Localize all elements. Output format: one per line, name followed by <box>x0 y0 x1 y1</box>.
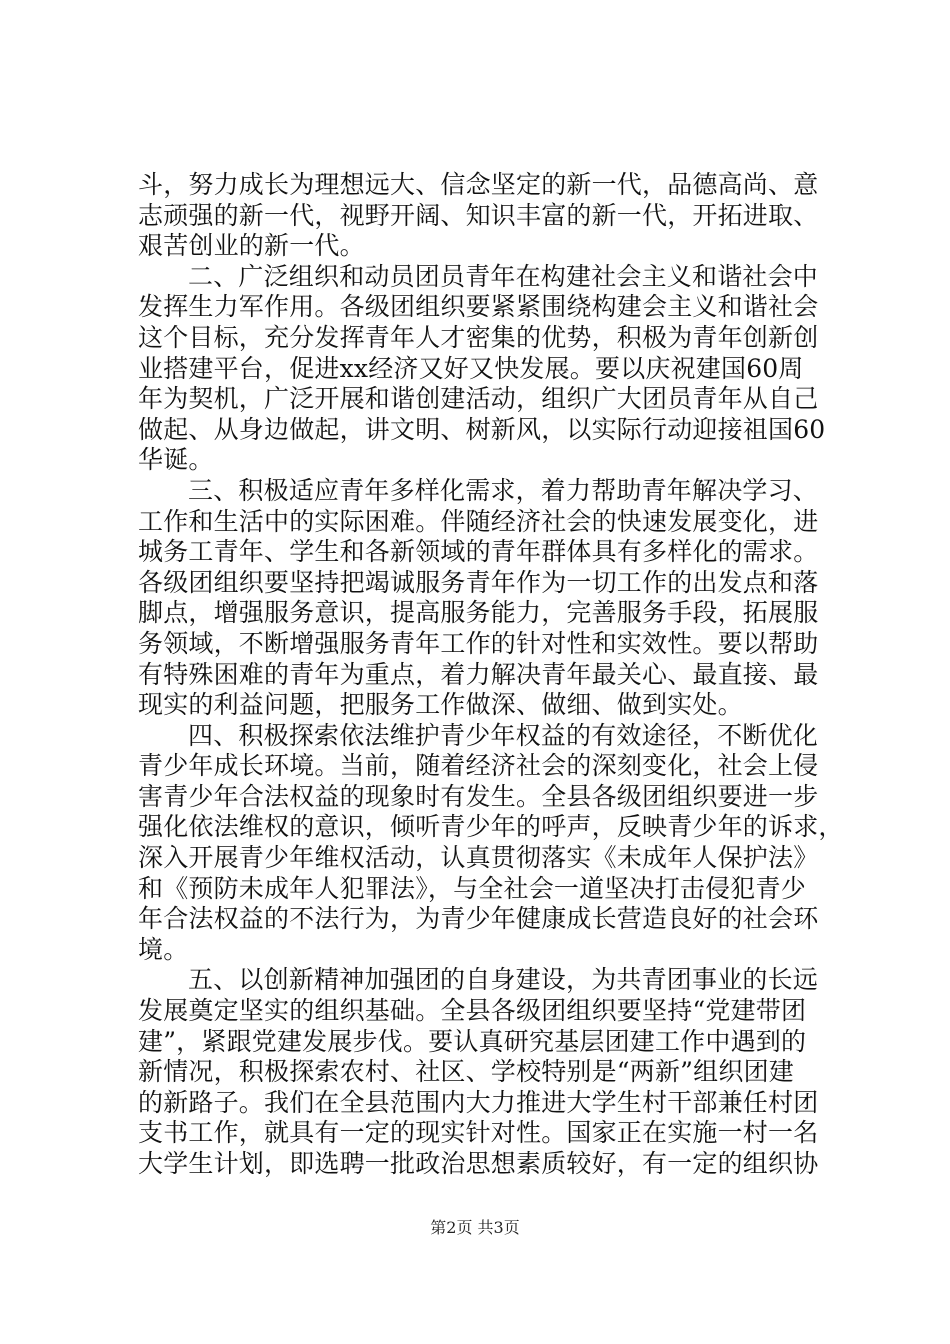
page-number-label: 第2页 共3页 <box>430 1218 520 1237</box>
text-line: 这个目标，充分发挥青年人才密集的优势，积极为青年创新创 <box>138 322 819 352</box>
text-line: 青少年成长环境。当前，随着经济社会的深刻变化，社会上侵 <box>138 751 819 781</box>
text-line: 斗，努力成长为理想远大、信念坚定的新一代，品德高尚、意 <box>138 170 819 199</box>
paragraph-first-line: 二、广泛组织和动员团员青年在构建社会主义和谐社会中 <box>188 261 819 291</box>
paragraph-first-line: 三、积极适应青年多样化需求，着力帮助青年解决学习、 <box>188 475 819 505</box>
text-line: 有特殊困难的青年为重点，着力解决青年最关心、最直接、最 <box>138 659 819 689</box>
text-line: 强化依法维权的意识，倾听青少年的呼声，反映青少年的诉求， <box>138 812 844 842</box>
text-line: 的新路子。我们在全县范围内大力推进大学生村干部兼任村团 <box>138 1087 819 1117</box>
text-line: 城务工青年、学生和各新领域的青年群体具有多样化的需求。 <box>138 537 819 567</box>
text-line: 志顽强的新一代，视野开阔、知识丰富的新一代，开拓进取、 <box>138 200 819 230</box>
text-line: 大学生计划，即选聘一批政治思想素质较好，有一定的组织协 <box>138 1149 819 1178</box>
text-line: 深入开展青少年维权活动，认真贯彻落实《未成年人保护法》 <box>138 843 819 873</box>
text-line: 境。 <box>138 934 189 964</box>
text-line: 年为契机，广泛开展和谐创建活动，组织广大团员青年从自己 <box>138 384 819 414</box>
text-line: 做起、从身边做起，讲文明、树新风，以实际行动迎接祖国60 <box>138 414 826 444</box>
text-line: 年合法权益的不法行为，为青少年健康成长营造良好的社会环 <box>138 904 819 934</box>
text-line: 建”，紧跟党建发展步伐。要认真研究基层团建工作中遇到的 <box>138 1026 807 1056</box>
paragraph-first-line: 四、积极探索依法维护青少年权益的有效途径，不断优化 <box>188 720 819 750</box>
text-line: 脚点，增强服务意识，提高服务能力，完善服务手段，拓展服 <box>138 598 819 628</box>
text-line: 业搭建平台，促进xx经济又好又快发展。要以庆祝建国60周 <box>138 353 804 383</box>
document-body <box>138 170 844 1180</box>
paragraph-first-line: 五、以创新精神加强团的自身建设，为共青团事业的长远 <box>188 965 819 995</box>
text-line: 发展奠定坚实的组织基础。全县各级团组织要坚持“党建带团 <box>138 996 807 1026</box>
text-line: 支书工作，就具有一定的现实针对性。国家正在实施一村一名 <box>138 1118 819 1148</box>
text-line: 害青少年合法权益的现象时有发生。全县各级团组织要进一步 <box>138 781 819 811</box>
text-line: 华诞。 <box>138 445 214 475</box>
text-line: 各级团组织要坚持把竭诚服务青年作为一切工作的出发点和落 <box>138 567 819 597</box>
text-line: 发挥生力军作用。各级团组织要紧紧围绕构建会主义和谐社会 <box>138 292 819 322</box>
text-line: 工作和生活中的实际困难。伴随经济社会的快速发展变化，进 <box>138 506 819 536</box>
text-line: 新情况，积极探索农村、社区、学校特别是“两新”组织团建 <box>138 1057 794 1087</box>
page-footer <box>0 1218 950 1238</box>
text-line: 务领域，不断增强服务青年工作的针对性和实效性。要以帮助 <box>138 628 819 658</box>
text-line: 艰苦创业的新一代。 <box>138 231 365 261</box>
text-line: 和《预防未成年人犯罪法》，与全社会一道坚决打击侵犯青少 <box>138 873 806 903</box>
text-line: 现实的利益问题，把服务工作做深、做细、做到实处。 <box>138 690 743 720</box>
